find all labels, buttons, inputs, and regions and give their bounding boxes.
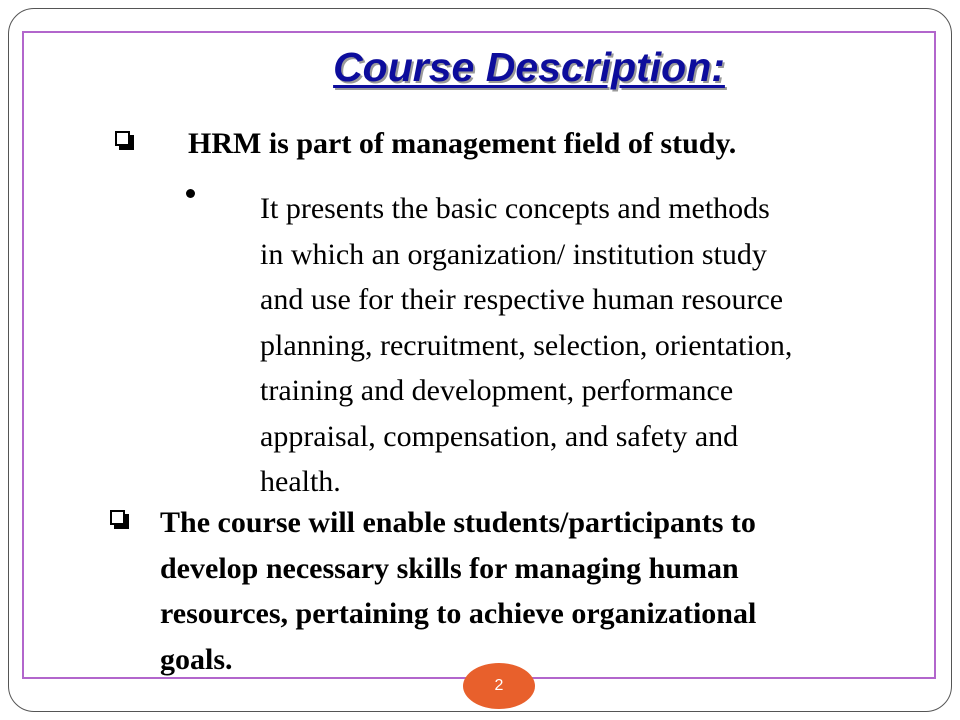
- page-number-badge: 2: [463, 663, 535, 709]
- paragraph-line: resources, pertaining to achieve organizational: [160, 597, 757, 630]
- square-bullet-icon: [115, 131, 135, 151]
- section1-heading: HRM is part of management field of study.: [188, 127, 737, 160]
- slide-title: Course Description:: [333, 44, 725, 90]
- paragraph-line: The course will enable students/participants to: [160, 506, 756, 539]
- paragraph-line: goals.: [160, 642, 233, 676]
- paragraph-line: appraisal, compensation, and safety and: [260, 419, 739, 453]
- square-bullet-icon: [110, 510, 130, 530]
- paragraph-line: planning, recruitment, selection, orientation,: [260, 328, 793, 362]
- dot-bullet-icon: [186, 189, 195, 198]
- section1-sub-bullet-text: [260, 186, 932, 505]
- paragraph-line: It presents the basic concepts and methods: [260, 192, 770, 225]
- paragraph-line: training and development, performance: [260, 374, 734, 407]
- section2-text: [160, 500, 930, 682]
- paragraph-line: and use for their respective human resource: [260, 283, 784, 316]
- paragraph-line: in which an organization/ institution study: [260, 237, 767, 271]
- paragraph-line: health.: [260, 465, 341, 498]
- paragraph-line: develop necessary skills for managing human: [160, 551, 739, 585]
